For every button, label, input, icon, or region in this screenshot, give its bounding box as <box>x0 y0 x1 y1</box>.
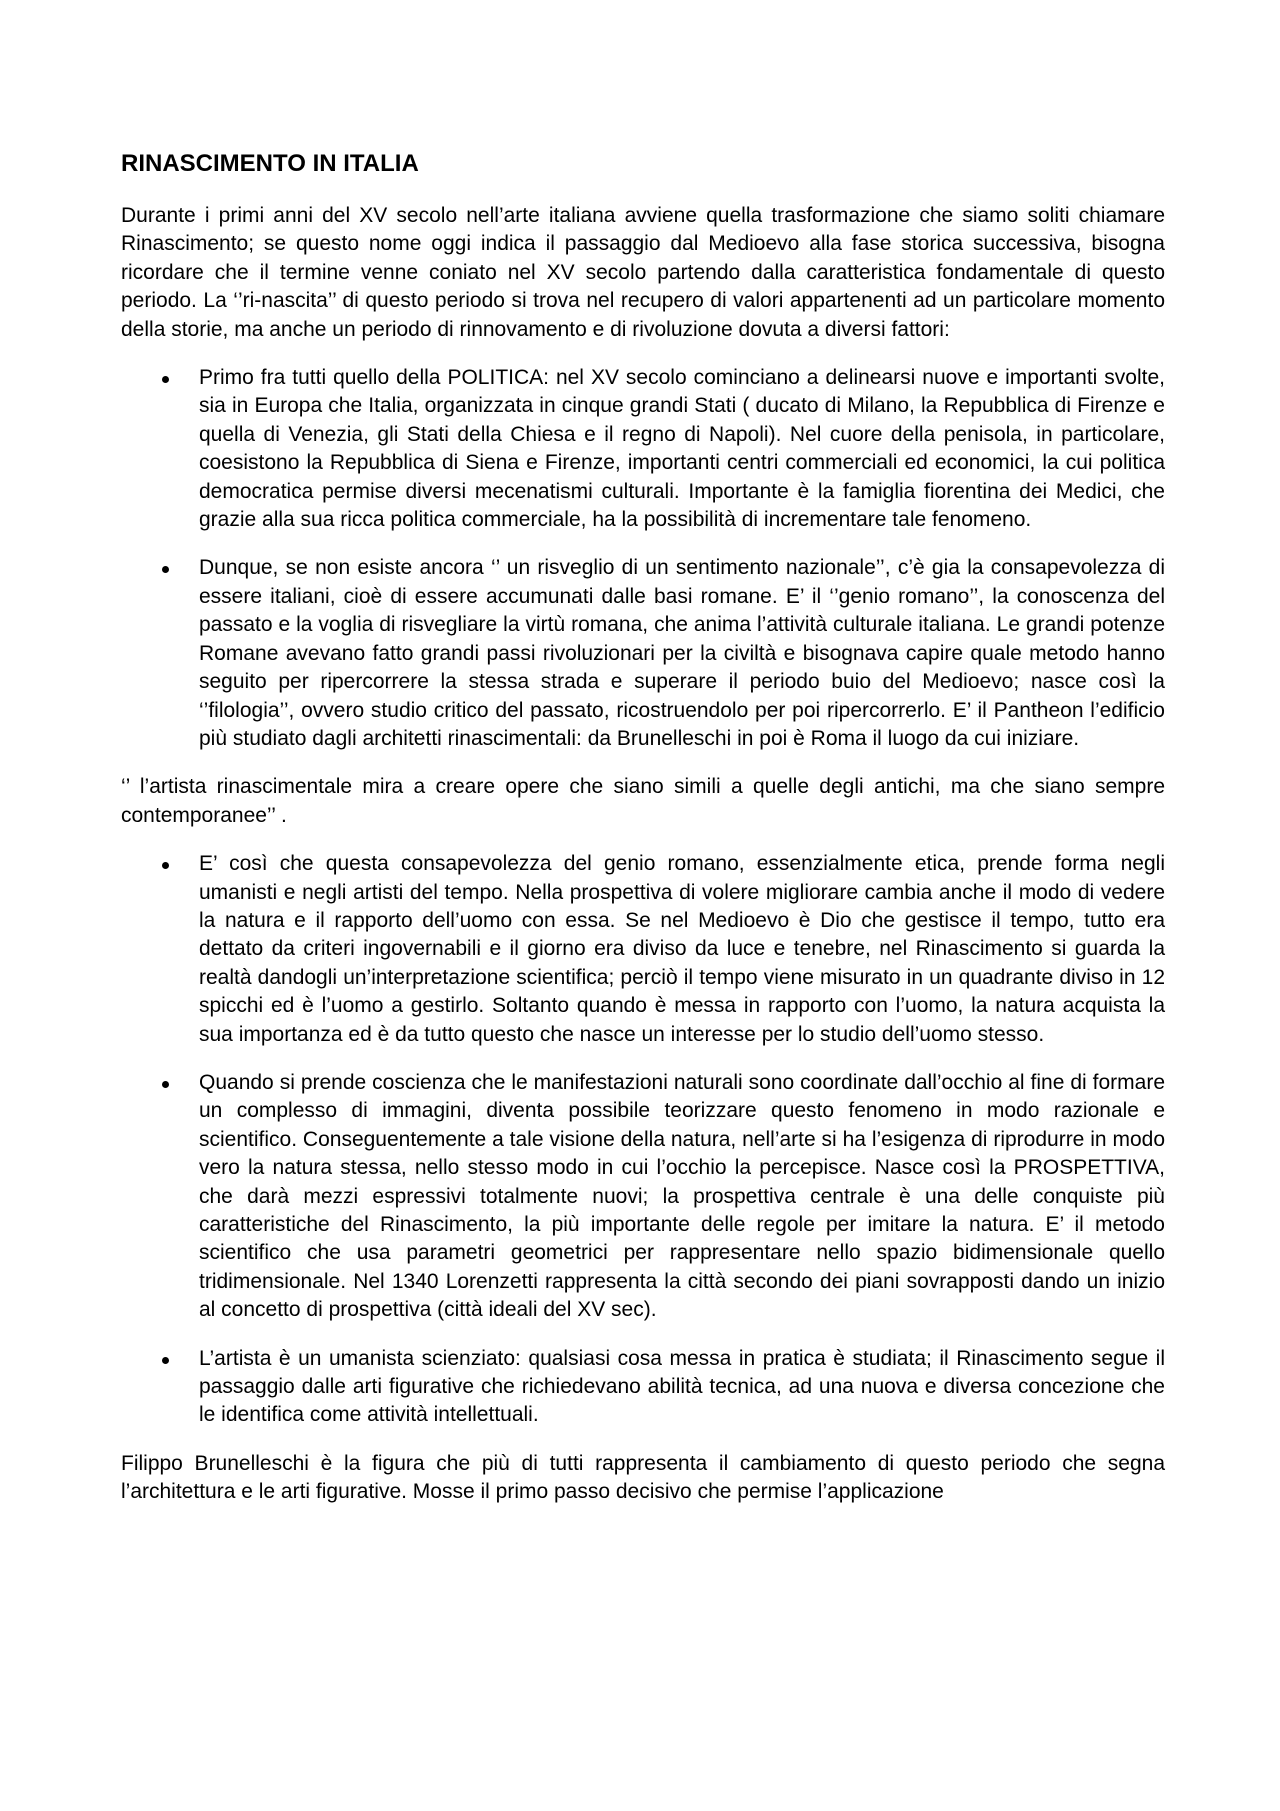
bullet-list-1 <box>121 364 1165 753</box>
bullet-text: Dunque, se non esiste ancora ‘’ un risveglio di un sentimento nazionale’’, c’è gia la consapevolezza di essere italiani, cioè di essere accumunati dalle basi romane. E’ il ‘’genio romano’’, la conoscenza del passato e la voglia di risvegliare la virtù romana, che anima l’attività culturale italiana. Le grandi potenze Romane avevano fatto grandi passi rivoluzionari per la civiltà e bisognava capire quale metodo hanno seguito per ripercorrere la stessa strada e superare il periodo buio del Medioevo; nasce così la ‘’filologia’’, ovvero studio critico del passato, ricostruendolo per poi ripercorrerlo. E’ il Pantheon l’edificio più studiato dagli architetti rinascimentali: da Brunelleschi in poi è Roma il luogo da cui iniziare. <box>199 556 1165 750</box>
intro-paragraph: Durante i primi anni del XV secolo nell’arte italiana avviene quella trasformazione che siamo soliti chiamare Rinascimento; se questo nome oggi indica il passaggio dal Medioevo alla fase storica successiva, bisogna ricordare che il termine venne coniato nel XV secolo partendo dalla caratteristica fondamentale di questo periodo. La ‘’ri-nascita’’ di questo periodo si trova nel recupero di valori appartenenti ad un particolare momento della storie, ma anche un periodo di rinnovamento e di rivoluzione dovuta a diversi fattori: <box>121 204 1165 341</box>
bullet-icon <box>162 1357 169 1364</box>
document-title: RINASCIMENTO IN ITALIA <box>121 150 419 177</box>
bullet-text: Quando si prende coscienza che le manifestazioni naturali sono coordinate dall’occhio al fine di formare un complesso di immagini, diventa possibile teorizzare questo fenomeno in modo razionale e scientifico. Conseguentemente a tale visione della natura, nell’arte si ha l’esigenza di riprodurre in modo vero la natura stessa, nello stesso modo in cui l’occhio la percepisce. Nasce così la PROSPETTIVA, che darà mezzi espressivi totalmente nuovi; la prospettiva centrale è una delle conquiste più caratteristiche del Rinascimento, la più importante delle regole per imitare la natura. E’ il metodo scientifico che usa parametri geometrici per rappresentare nello spazio bidimensionale quello tridimensionale. Nel 1340 Lorenzetti rappresenta la città secondo dei piani sovrapposti dando un inizio al concetto di prospettiva (città ideali del XV sec). <box>199 1070 1165 1322</box>
bullet-item-genio-romano <box>121 554 1165 753</box>
bullet-item-artista <box>121 1345 1165 1430</box>
bullet-icon <box>162 862 169 869</box>
bullet-item-prospettiva <box>121 1069 1165 1325</box>
document-page <box>121 148 1165 1527</box>
bullet-text: E’ così che questa consapevolezza del genio romano, essenzialmente etica, prende forma negli umanisti e negli artisti del tempo. Nella prospettiva di volere migliorare cambia anche il modo di vedere la natura e il rapporto dell’uomo con essa. Se nel Medioevo è Dio che gestisce il tempo, tutto era dettato da criteri ingovernabili e il giorno era diviso da luce e tenebre, nel Rinascimento si guarda la realtà dandogli un’interpretazione scientifica; perciò il tempo viene misurato in un quadrante diviso in 12 spicchi ed è l’uomo a gestirlo. Soltanto quando è messa in rapporto con l’uomo, la natura acquista la sua importanza ed è da tutto questo che nasce un interesse per lo studio dell’uomo stesso. <box>199 852 1165 1046</box>
bullet-text: L’artista è un umanista scienziato: qualsiasi cosa messa in pratica è studiata; il Rinascimento segue il passaggio dalle arti figurative che richiedevano abilità tecnica, ad una nuova e diversa concezione che le identifica come attività intellettuali. <box>199 1346 1165 1427</box>
bullet-item-consapevolezza <box>121 850 1165 1049</box>
bullet-icon <box>162 376 169 383</box>
closing-paragraph: Filippo Brunelleschi è la figura che più di tutti rappresenta il cambiamento di questo periodo che segna l’architettura e le arti figurative. Mosse il primo passo decisivo che permise l’applicazione <box>121 1451 1165 1504</box>
bullet-item-politica <box>121 364 1165 534</box>
bullet-icon <box>162 1081 169 1088</box>
bullet-icon <box>162 566 169 573</box>
quote-paragraph: ‘’ l’artista rinascimentale mira a creare opere che siano simili a quelle degli antichi, ma che siano sempre contemporanee’’ . <box>121 775 1165 827</box>
bullet-text: Primo fra tutti quello della POLITICA: nel XV secolo cominciano a delinearsi nuove e importanti svolte, sia in Europa che Italia, organizzata in cinque grandi Stati ( ducato di Milano, la Repubblica di Firenze e quella di Venezia, gli Stati della Chiesa e il regno di Napoli). Nel cuore della penisola, in particolare, coesistono la Repubblica di Siena e Firenze, importanti centri commerciali ed economici, la cui politica democratica permise diversi mecenatismi culturali. Importante è la famiglia fiorentina dei Medici, che grazie alla sua ricca politica commerciale, ha la possibilità di incrementare tale fenomeno. <box>199 366 1165 532</box>
bullet-list-2 <box>121 850 1165 1430</box>
